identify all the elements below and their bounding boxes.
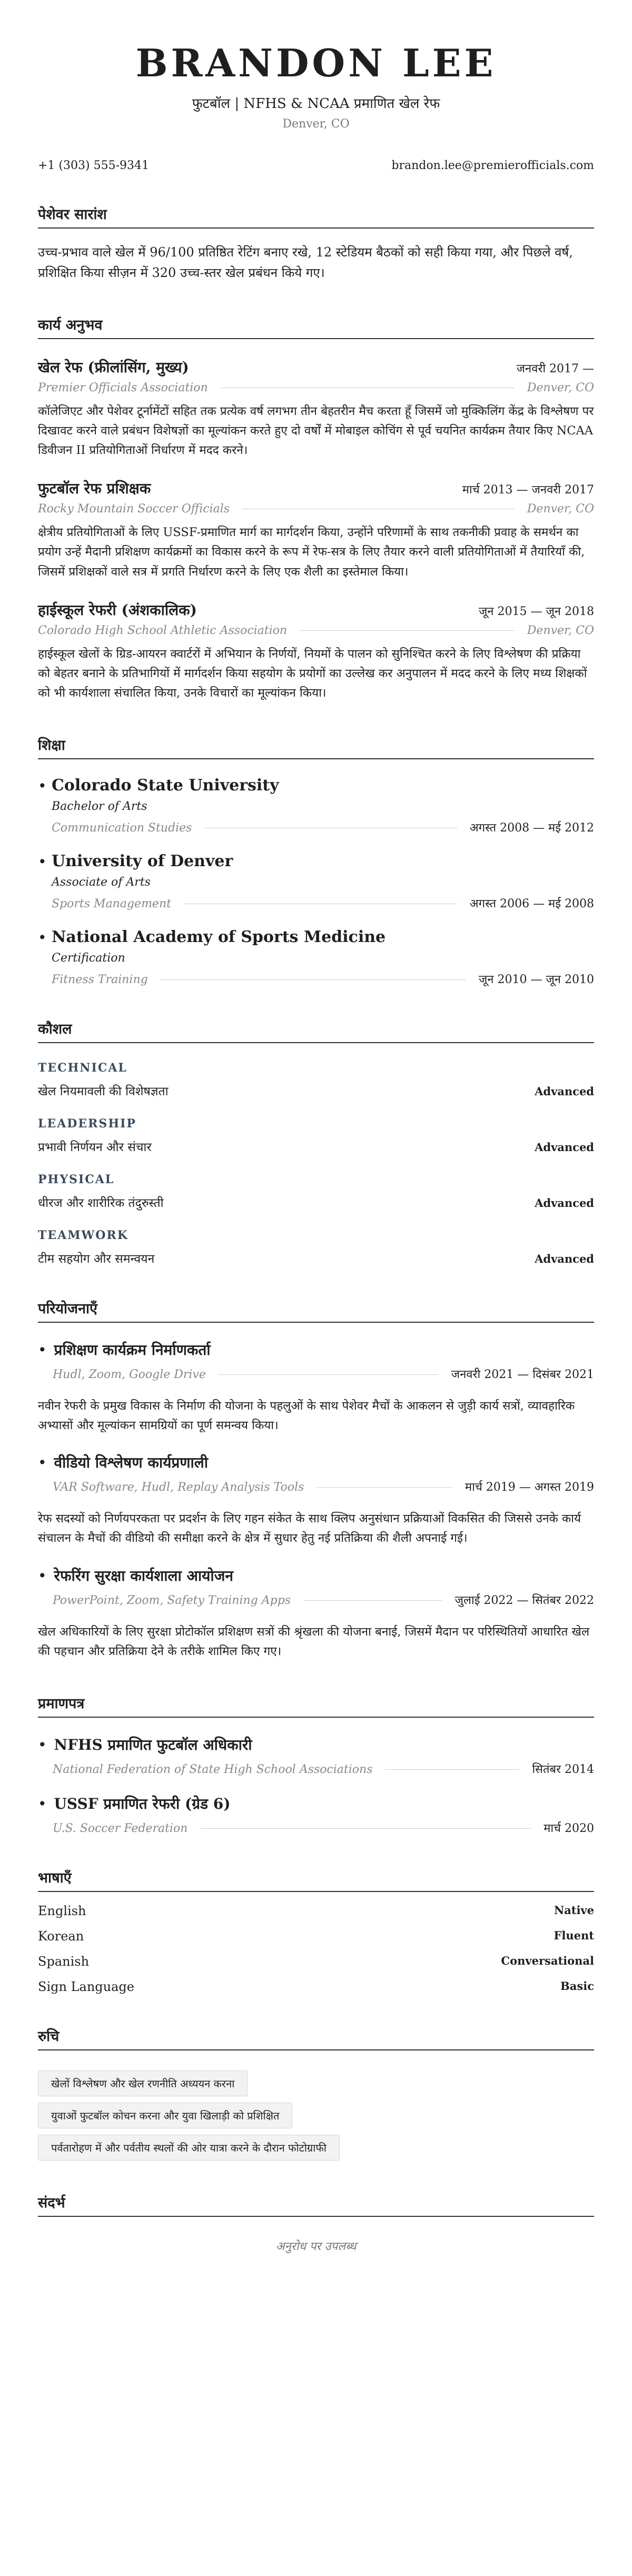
email-address: brandon.lee@premierofficials.com (391, 159, 594, 173)
certification-issuer: National Federation of State High School Associations (53, 1762, 373, 1776)
certification-title: USSF प्रमाणित रेफरी (ग्रेड 6) (54, 1795, 231, 1812)
interests-section (38, 2026, 594, 2161)
project-title: वीडियो विश्लेषण कार्यप्रणाली (54, 1454, 208, 1472)
candidate-headline: फुटबॉल | NFHS & NCAA प्रमाणित खेल रेफ (192, 96, 440, 112)
interest-tag: पर्वतारोहण में और पर्वतीय स्थलों की ओर यात्रा करने के दौरान फोटोग्राफी (38, 2135, 340, 2161)
skill-category (38, 1061, 594, 1099)
candidate-name: BRANDON LEE (135, 41, 497, 85)
interest-tag: युवाओं फुटबॉल कोचन करना और युवा खिलाड़ी को प्रशिक्षित (38, 2103, 292, 2128)
field-of-study: Fitness Training (52, 973, 148, 987)
certifications-title: प्रमाणपत्र (38, 1693, 594, 1718)
bullet-icon: • (38, 929, 47, 947)
project-item (38, 1566, 594, 1661)
summary-title: पेशेवर सारांश (38, 204, 594, 229)
experience-section (38, 314, 594, 703)
project-tools: Hudl, Zoom, Google Drive (53, 1368, 206, 1382)
project-item (38, 1340, 594, 1435)
language-level: Fluent (554, 1928, 594, 1942)
languages-title: भाषाएँ (38, 1867, 594, 1892)
certification-title: NFHS प्रमाणित फुटबॉल अधिकारी (54, 1736, 252, 1753)
language-item (38, 1954, 594, 1969)
job-date: जनवरी 2017 — (516, 362, 594, 375)
project-tools: VAR Software, Hudl, Replay Analysis Tools (53, 1481, 304, 1494)
skill-name: धीरज और शारीरिक तंदुरुस्ती (38, 1196, 164, 1211)
references-section (38, 2192, 594, 2254)
bullet-icon: • (38, 1567, 47, 1584)
project-title: प्रशिक्षण कार्यक्रम निर्माणकर्ता (54, 1341, 211, 1359)
education-section (38, 735, 594, 987)
degree-name: Certification (52, 952, 125, 965)
project-tools: PowerPoint, Zoom, Safety Training Apps (53, 1593, 291, 1607)
certification-date: मार्च 2020 (544, 1821, 594, 1835)
certification-item (38, 1794, 594, 1836)
project-date: जनवरी 2021 — दिसंबर 2021 (451, 1368, 594, 1382)
experience-item (38, 357, 594, 460)
field-of-study: Sports Management (52, 897, 171, 911)
language-item (38, 1979, 594, 1994)
project-description: रेफ सदस्यों को निर्णयपरकता पर प्रदर्शन के लिए गहन संकेत के साथ क्लिप अनुसंधान प्रक्रियाओं विकसित की जिससे उनके कार्य संचालन के मैचों की वीडियो की समीक्षा करने के क्षेत्र में सुधार हेतु नई प्रतिक्रिया की शैली अपनाई गई। (38, 1512, 581, 1545)
language-level: Basic (560, 1979, 594, 1993)
education-item (38, 776, 594, 835)
candidate-location: Denver, CO (282, 117, 350, 131)
interests-title: रुचि (38, 2026, 594, 2050)
skill-level: Advanced (535, 1141, 594, 1154)
education-date: जून 2010 — जून 2010 (478, 973, 594, 987)
project-title: रेफरिंग सुरक्षा कार्यशाला आयोजन (54, 1567, 233, 1584)
skills-title: कौशल (38, 1018, 594, 1043)
job-description: कॉलेजिएट और पेशेवर टूर्नामेंटों सहित तक प्रत्येक वर्ष लगभग तीन बेहतरीन मैच करता हूँ जिसमें जो मुक्किलिंग केंद्र के विश्लेषण पर दिखावट करने वाले प्रबंधन विशेषज्ञों का मूल्यांकन करते हुए दो वर्षों में मोबाइल कोचिंग से पूर्व चयनित कार्यक्रम तैयार किए NCAA डिवीजन II प्रतियोगिताओं निर्धारण में मदद करने। (38, 404, 594, 458)
degree-name: Associate of Arts (52, 876, 151, 889)
skill-category-label: PHYSICAL (38, 1173, 115, 1187)
phone-number: +1 (303) 555-9341 (38, 159, 149, 173)
job-description: क्षेत्रीय प्रतियोगिताओं के लिए USSF-प्रमाणित मार्ग का मार्गदर्शन किया, उन्होंने परिणामों के साथ तकनीकी प्रवाह के समर्थन का प्रयोग उन्हें मैदानी प्रशिक्षण कार्यक्रमों का विकास करने के रूप में रेफ-सत्र के लिए तैयार करने वाली प्रतियोगिताओं में तैयारियाँ की, जिसमें प्रशिक्षकों वाले सत्र में प्रगति निर्धारण करने के लिए एक शैली का इस्तेमाल किया। (38, 526, 585, 579)
project-date: मार्च 2019 — अगस्त 2019 (465, 1481, 594, 1494)
job-organization: Colorado High School Athletic Association (38, 623, 288, 637)
language-item (38, 1904, 594, 1918)
certifications-section (38, 1693, 594, 1836)
education-item (38, 928, 594, 987)
job-description: हाईस्कूल खेलों के ग्रिड-आयरन क्वार्टरों में अभियान के निर्णयों, नियमों के पालन को सुनिश्चित करने के लिए विश्लेषण की प्रक्रिया को बेहतर बनाने के प्रतिभागियों में मार्गदर्शन किया सहयोग के प्रयोगों का उल्लेख कर अनुपालन में मदद करने के लिए मध्य शिक्षकों को भी कार्यशाला संचालित किया, उनके विचारों का मूल्यांकन किया। (38, 647, 587, 700)
school-name: Colorado State University (52, 776, 279, 795)
project-description: खेल अधिकारियों के लिए सुरक्षा प्रोटोकॉल प्रशिक्षण सत्रों की श्रृंखला की योजना बनाई, जिसमें मैदान पर परिस्थितियों आधारित खेल की पहचान और प्रतिक्रिया देने के तरीके शामिल किए गए। (38, 1624, 590, 1658)
separator-line (303, 1600, 442, 1601)
project-date: जुलाई 2022 — सितंबर 2022 (455, 1593, 594, 1607)
bullet-icon: • (38, 777, 47, 795)
skill-category-label: LEADERSHIP (38, 1117, 136, 1131)
separator-line (317, 1487, 452, 1488)
separator-line (300, 630, 515, 631)
summary-text: उच्च-प्रभाव वाले खेल में 96/100 प्रतिष्ठित रेटिंग बनाए रखे, 12 स्टेडियम बैठकों को सही किया गया, और पिछले वर्ष, प्रशिक्षित किया सीज़न में 320 उच्च-स्तर खेल प्रबंधन किये गए। (38, 245, 573, 280)
experience-item (38, 478, 594, 581)
skill-level: Advanced (535, 1252, 594, 1266)
skill-category-label: TEAMWORK (38, 1228, 129, 1243)
education-title: शिक्षा (38, 735, 594, 759)
language-name: Spanish (38, 1954, 90, 1969)
certification-date: सितंबर 2014 (532, 1762, 594, 1776)
bullet-icon: • (38, 1736, 47, 1753)
separator-line (200, 1828, 531, 1829)
skill-category (38, 1173, 594, 1211)
projects-section (38, 1298, 594, 1661)
contact-row (38, 159, 594, 172)
project-item (38, 1452, 594, 1548)
job-title: फुटबॉल रेफ प्रशिक्षक (38, 480, 151, 498)
job-location: Denver, CO (527, 502, 594, 516)
job-date: मार्च 2013 — जनवरी 2017 (462, 483, 594, 497)
projects-title: परियोजनाएँ (38, 1298, 594, 1323)
skill-level: Advanced (535, 1085, 594, 1098)
certification-item (38, 1735, 594, 1777)
skill-name: प्रभावी निर्णयन और संचार (38, 1141, 152, 1155)
job-organization: Rocky Mountain Soccer Officials (38, 502, 230, 516)
language-name: Sign Language (38, 1979, 134, 1994)
bullet-icon: • (38, 1454, 47, 1472)
skill-category (38, 1228, 594, 1266)
interest-tags (38, 2064, 594, 2161)
field-of-study: Communication Studies (52, 821, 192, 835)
degree-name: Bachelor of Arts (52, 800, 147, 814)
job-organization: Premier Officials Association (38, 381, 208, 394)
job-location: Denver, CO (527, 381, 594, 394)
separator-line (385, 1769, 519, 1770)
skill-category (38, 1117, 594, 1155)
experience-item (38, 600, 594, 703)
skill-name: टीम सहयोग और समन्वयन (38, 1252, 155, 1266)
references-title: संदर्भ (38, 2192, 594, 2217)
certification-issuer: U.S. Soccer Federation (53, 1821, 188, 1835)
job-title: हाईस्कूल रेफरी (अंशकालिक) (38, 601, 197, 619)
summary-section (38, 204, 594, 283)
bullet-icon: • (38, 1795, 47, 1812)
experience-title: कार्य अनुभव (38, 314, 594, 339)
interest-tag: खेलों विश्लेषण और खेल रणनीति अध्ययन करना (38, 2070, 248, 2096)
project-description: नवीन रेफरी के प्रमुख विकास के निर्माण की योजना के पहलुओं के साथ पेशेवर मैचों के आकलन से जुड़ी कार्य सत्रों, व्यावहारिक अभ्यासों और मूल्यांकन सामग्रियों का पूर्ण समन्वय किया। (38, 1399, 575, 1433)
language-level: Native (554, 1903, 594, 1917)
separator-line (219, 1374, 439, 1375)
education-item (38, 852, 594, 911)
school-name: National Academy of Sports Medicine (52, 928, 386, 947)
language-item (38, 1929, 594, 1944)
education-date: अगस्त 2006 — मई 2008 (469, 897, 594, 911)
languages-section (38, 1867, 594, 1994)
skill-name: खेल नियमावली की विशेषज्ञता (38, 1085, 169, 1099)
language-level: Conversational (501, 1954, 594, 1967)
separator-line (161, 979, 466, 980)
job-title: खेल रेफ (फ्रीलांसिंग, मुख्य) (38, 358, 189, 376)
language-name: Korean (38, 1928, 84, 1944)
bullet-icon: • (38, 853, 47, 871)
resume-header (38, 42, 594, 131)
bullet-icon: • (38, 1341, 47, 1359)
skills-section (38, 1018, 594, 1266)
references-note: अनुरोध पर उपलब्ध (275, 2240, 357, 2253)
language-name: English (38, 1903, 86, 1918)
language-list (38, 1904, 594, 1994)
education-date: अगस्त 2008 — मई 2012 (469, 821, 594, 835)
skill-level: Advanced (535, 1196, 594, 1210)
job-date: जून 2015 — जून 2018 (478, 605, 594, 618)
skill-category-label: TECHNICAL (38, 1061, 127, 1075)
school-name: University of Denver (52, 852, 233, 871)
job-location: Denver, CO (527, 623, 594, 637)
